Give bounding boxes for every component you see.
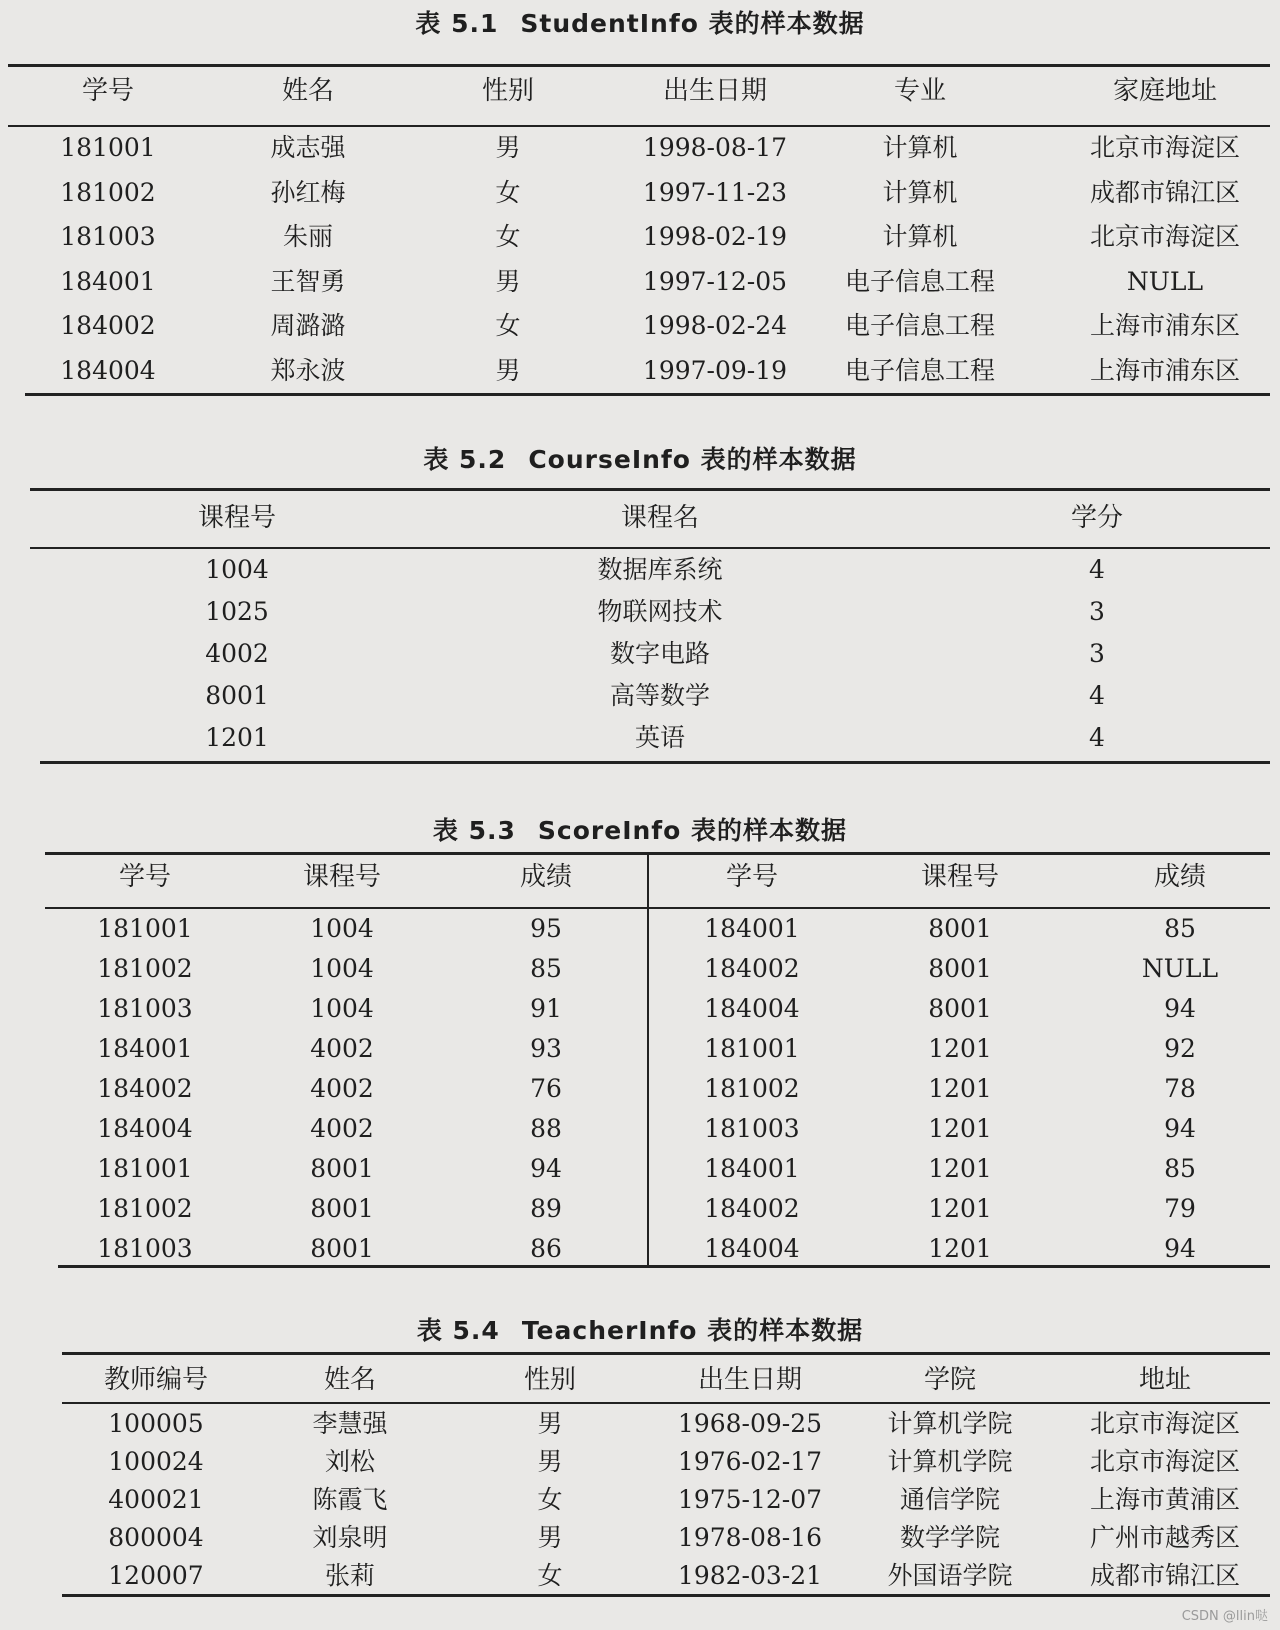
table-cell: 184001	[704, 914, 800, 943]
table-cell: 184002	[97, 1074, 193, 1103]
table-cell: 计算机学院	[887, 1409, 1013, 1438]
table-cell: 1004	[310, 914, 374, 943]
column-header: 地址	[1138, 1365, 1192, 1395]
table-cell: 184004	[97, 1114, 193, 1143]
column-header: 姓名	[323, 1365, 377, 1395]
table-5-3-caption	[0, 811, 1280, 847]
table-cell: 181003	[60, 222, 156, 251]
caption-number: 表 5.3	[432, 816, 516, 845]
table-cell: 数据库系统	[597, 555, 723, 584]
table-5-3-divider	[647, 852, 649, 1267]
table-cell: 100024	[108, 1447, 204, 1476]
table-5-1-caption	[0, 4, 1280, 40]
table-cell: 85	[530, 954, 562, 983]
column-header: 学分	[1070, 503, 1124, 533]
column-header: 课程号	[302, 862, 382, 892]
table-5-1-header-rule	[8, 125, 1270, 127]
table-cell: 电子信息工程	[844, 266, 996, 296]
table-cell: 94	[1164, 1234, 1196, 1263]
table-5-3-bottom-rule	[58, 1265, 1270, 1268]
column-header: 学号	[81, 76, 135, 106]
table-cell: 男	[495, 266, 521, 296]
table-cell: 男	[537, 1447, 563, 1476]
caption-text: StudentInfo 表的样本数据	[520, 9, 865, 38]
table-cell: 上海市浦东区	[1089, 355, 1241, 385]
table-cell: 北京市海淀区	[1089, 133, 1241, 162]
table-cell: 8001	[310, 1234, 374, 1263]
table-cell: 成志强	[270, 133, 346, 162]
table-cell: 184002	[60, 311, 156, 340]
table-cell: 181001	[97, 1154, 193, 1183]
table-cell: 86	[530, 1234, 562, 1263]
table-cell: 100005	[108, 1409, 204, 1438]
table-cell: 1978-08-16	[677, 1523, 823, 1552]
caption-text: CourseInfo 表的样本数据	[528, 445, 857, 474]
table-cell: 91	[530, 994, 562, 1023]
table-cell: 4002	[310, 1074, 374, 1103]
table-cell: 1025	[205, 597, 269, 626]
table-cell: NULL	[1141, 954, 1219, 983]
table-cell: 181001	[97, 914, 193, 943]
table-5-2-bottom-rule	[40, 761, 1270, 764]
table-5-3-top-rule	[45, 852, 1270, 855]
table-cell: 89	[530, 1194, 562, 1223]
caption-text: TeacherInfo 表的样本数据	[521, 1316, 864, 1345]
table-cell: 181003	[97, 1234, 193, 1263]
table-cell: 79	[1164, 1194, 1196, 1223]
table-cell: 181002	[60, 177, 156, 207]
table-cell: 4002	[310, 1034, 374, 1063]
table-5-3-header-rule	[45, 907, 1270, 909]
table-cell: 93	[530, 1034, 562, 1063]
table-cell: 184001	[60, 266, 156, 296]
table-cell: 4002	[205, 639, 269, 668]
table-cell: 1998-08-17	[642, 133, 788, 162]
table-cell: 8001	[310, 1194, 374, 1223]
table-cell: 181001	[60, 133, 156, 162]
table-cell: 4	[1089, 681, 1105, 710]
table-cell: 184002	[704, 1194, 800, 1223]
table-cell: 1982-03-21	[677, 1561, 823, 1590]
column-header: 家庭地址	[1112, 76, 1218, 106]
table-cell: 成都市锦江区	[1089, 1561, 1241, 1590]
table-cell: 张莉	[324, 1561, 376, 1590]
table-cell: 8001	[928, 994, 992, 1023]
column-header: 课程名	[620, 503, 700, 533]
column-header: 成绩	[519, 862, 573, 892]
table-cell: 成都市锦江区	[1089, 177, 1241, 207]
table-cell: 400021	[108, 1485, 204, 1514]
table-cell: 男	[537, 1409, 563, 1438]
table-cell: 通信学院	[899, 1485, 1001, 1514]
table-cell: 朱丽	[282, 222, 334, 251]
table-cell: 92	[1164, 1034, 1196, 1063]
table-cell: 王智勇	[270, 266, 346, 296]
table-cell: 1201	[928, 1034, 992, 1063]
table-cell: 1998-02-24	[642, 311, 788, 340]
table-cell: 8001	[928, 954, 992, 983]
column-header: 出生日期	[697, 1365, 803, 1395]
table-5-2-top-rule	[30, 488, 1270, 491]
table-cell: 94	[530, 1154, 562, 1183]
caption-number: 表 5.2	[423, 445, 507, 474]
table-5-2-caption	[0, 440, 1280, 476]
table-cell: 男	[495, 133, 521, 162]
table-cell: 外国语学院	[887, 1561, 1013, 1590]
table-cell: 上海市浦东区	[1089, 311, 1241, 340]
table-5-4-top-rule	[62, 1352, 1270, 1355]
table-cell: 北京市海淀区	[1089, 1447, 1241, 1476]
table-cell: 181002	[704, 1074, 800, 1103]
table-cell: 1975-12-07	[677, 1485, 823, 1514]
table-cell: 上海市黄浦区	[1089, 1485, 1241, 1514]
table-cell: 刘泉明	[312, 1523, 388, 1552]
table-cell: 4	[1089, 555, 1105, 584]
table-cell: 周潞潞	[270, 311, 346, 340]
caption-number: 表 5.4	[416, 1316, 500, 1345]
table-cell: 计算机	[882, 177, 958, 207]
column-header: 成绩	[1153, 862, 1207, 892]
table-cell: 女	[495, 222, 521, 251]
table-cell: 181003	[97, 994, 193, 1023]
table-cell: 北京市海淀区	[1089, 1409, 1241, 1438]
table-cell: 76	[530, 1074, 562, 1103]
column-header: 专业	[893, 76, 947, 106]
table-cell: 计算机	[882, 133, 958, 162]
table-cell: 1004	[205, 555, 269, 584]
table-5-1-bottom-rule	[25, 393, 1270, 396]
table-cell: 女	[495, 311, 521, 340]
table-cell: 高等数学	[609, 681, 711, 710]
table-cell: 数学学院	[899, 1523, 1001, 1552]
table-cell: 男	[537, 1523, 563, 1552]
table-cell: 184002	[704, 954, 800, 983]
table-cell: 1997-09-19	[642, 355, 788, 385]
table-cell: 1968-09-25	[677, 1409, 823, 1438]
table-cell: 120007	[108, 1561, 204, 1590]
table-cell: 1201	[928, 1154, 992, 1183]
caption-number: 表 5.1	[415, 9, 499, 38]
table-cell: 英语	[634, 723, 686, 752]
table-cell: 广州市越秀区	[1089, 1523, 1241, 1552]
table-cell: 孙红梅	[270, 177, 346, 207]
table-cell: 北京市海淀区	[1089, 222, 1241, 251]
table-cell: 1201	[928, 1194, 992, 1223]
table-cell: 1997-11-23	[642, 177, 788, 207]
table-cell: 800004	[108, 1523, 204, 1552]
table-cell: 计算机学院	[887, 1447, 1013, 1476]
table-cell: 184001	[97, 1034, 193, 1063]
table-cell: 李慧强	[312, 1409, 388, 1438]
table-cell: 181002	[97, 954, 193, 983]
table-cell: 电子信息工程	[844, 311, 996, 340]
table-cell: 3	[1089, 639, 1105, 668]
table-cell: 1201	[928, 1114, 992, 1143]
table-cell: 78	[1164, 1074, 1196, 1103]
table-cell: 郑永波	[270, 355, 346, 385]
table-cell: 95	[530, 914, 562, 943]
table-cell: 男	[495, 355, 521, 385]
column-header: 出生日期	[662, 76, 768, 106]
table-cell: 1004	[310, 994, 374, 1023]
table-cell: 88	[530, 1114, 562, 1143]
table-cell: 1997-12-05	[642, 266, 788, 296]
table-cell: 4	[1089, 723, 1105, 752]
table-cell: 184004	[704, 1234, 800, 1263]
table-cell: 181003	[704, 1114, 800, 1143]
table-cell: 1004	[310, 954, 374, 983]
table-cell: 女	[537, 1561, 563, 1590]
table-5-4-caption	[0, 1311, 1280, 1347]
column-header: 教师编号	[103, 1365, 209, 1395]
table-cell: 8001	[205, 681, 269, 710]
table-cell: 计算机	[882, 222, 958, 251]
watermark: CSDN @llin哒	[1181, 1609, 1268, 1624]
table-cell: 陈霞飞	[312, 1485, 388, 1514]
table-cell: 女	[537, 1485, 563, 1514]
table-cell: 1201	[928, 1234, 992, 1263]
table-cell: 3	[1089, 597, 1105, 626]
table-cell: 184004	[704, 994, 800, 1023]
table-cell: 1976-02-17	[677, 1447, 823, 1476]
column-header: 性别	[523, 1365, 577, 1395]
caption-text: ScoreInfo 表的样本数据	[537, 816, 848, 845]
table-cell: 8001	[928, 914, 992, 943]
table-cell: 1998-02-19	[642, 222, 788, 251]
table-cell: 94	[1164, 1114, 1196, 1143]
table-cell: 184004	[60, 355, 156, 385]
table-cell: 8001	[310, 1154, 374, 1183]
column-header: 学号	[118, 862, 172, 892]
table-cell: 数字电路	[609, 639, 711, 668]
table-cell: 184001	[704, 1154, 800, 1183]
table-cell: 4002	[310, 1114, 374, 1143]
table-cell: 1201	[928, 1074, 992, 1103]
column-header: 学号	[725, 862, 779, 892]
table-cell: 85	[1164, 1154, 1196, 1183]
table-cell: 85	[1164, 914, 1196, 943]
table-cell: 94	[1164, 994, 1196, 1023]
table-cell: 刘松	[324, 1447, 376, 1476]
column-header: 课程号	[197, 503, 277, 533]
table-cell: 1201	[205, 723, 269, 752]
table-cell: 物联网技术	[597, 597, 723, 626]
table-cell: 电子信息工程	[844, 355, 996, 385]
table-5-4-header-rule	[62, 1402, 1270, 1404]
column-header: 性别	[481, 76, 535, 106]
table-cell: 181002	[97, 1194, 193, 1223]
table-cell: 女	[495, 177, 521, 207]
table-cell: 181001	[704, 1034, 800, 1063]
table-5-2-header-rule	[30, 547, 1270, 549]
table-cell: NULL	[1126, 266, 1204, 296]
column-header: 姓名	[281, 76, 335, 106]
table-5-1-top-rule	[8, 64, 1270, 67]
column-header: 学院	[923, 1365, 977, 1395]
column-header: 课程号	[920, 862, 1000, 892]
table-5-4-bottom-rule	[62, 1594, 1270, 1597]
